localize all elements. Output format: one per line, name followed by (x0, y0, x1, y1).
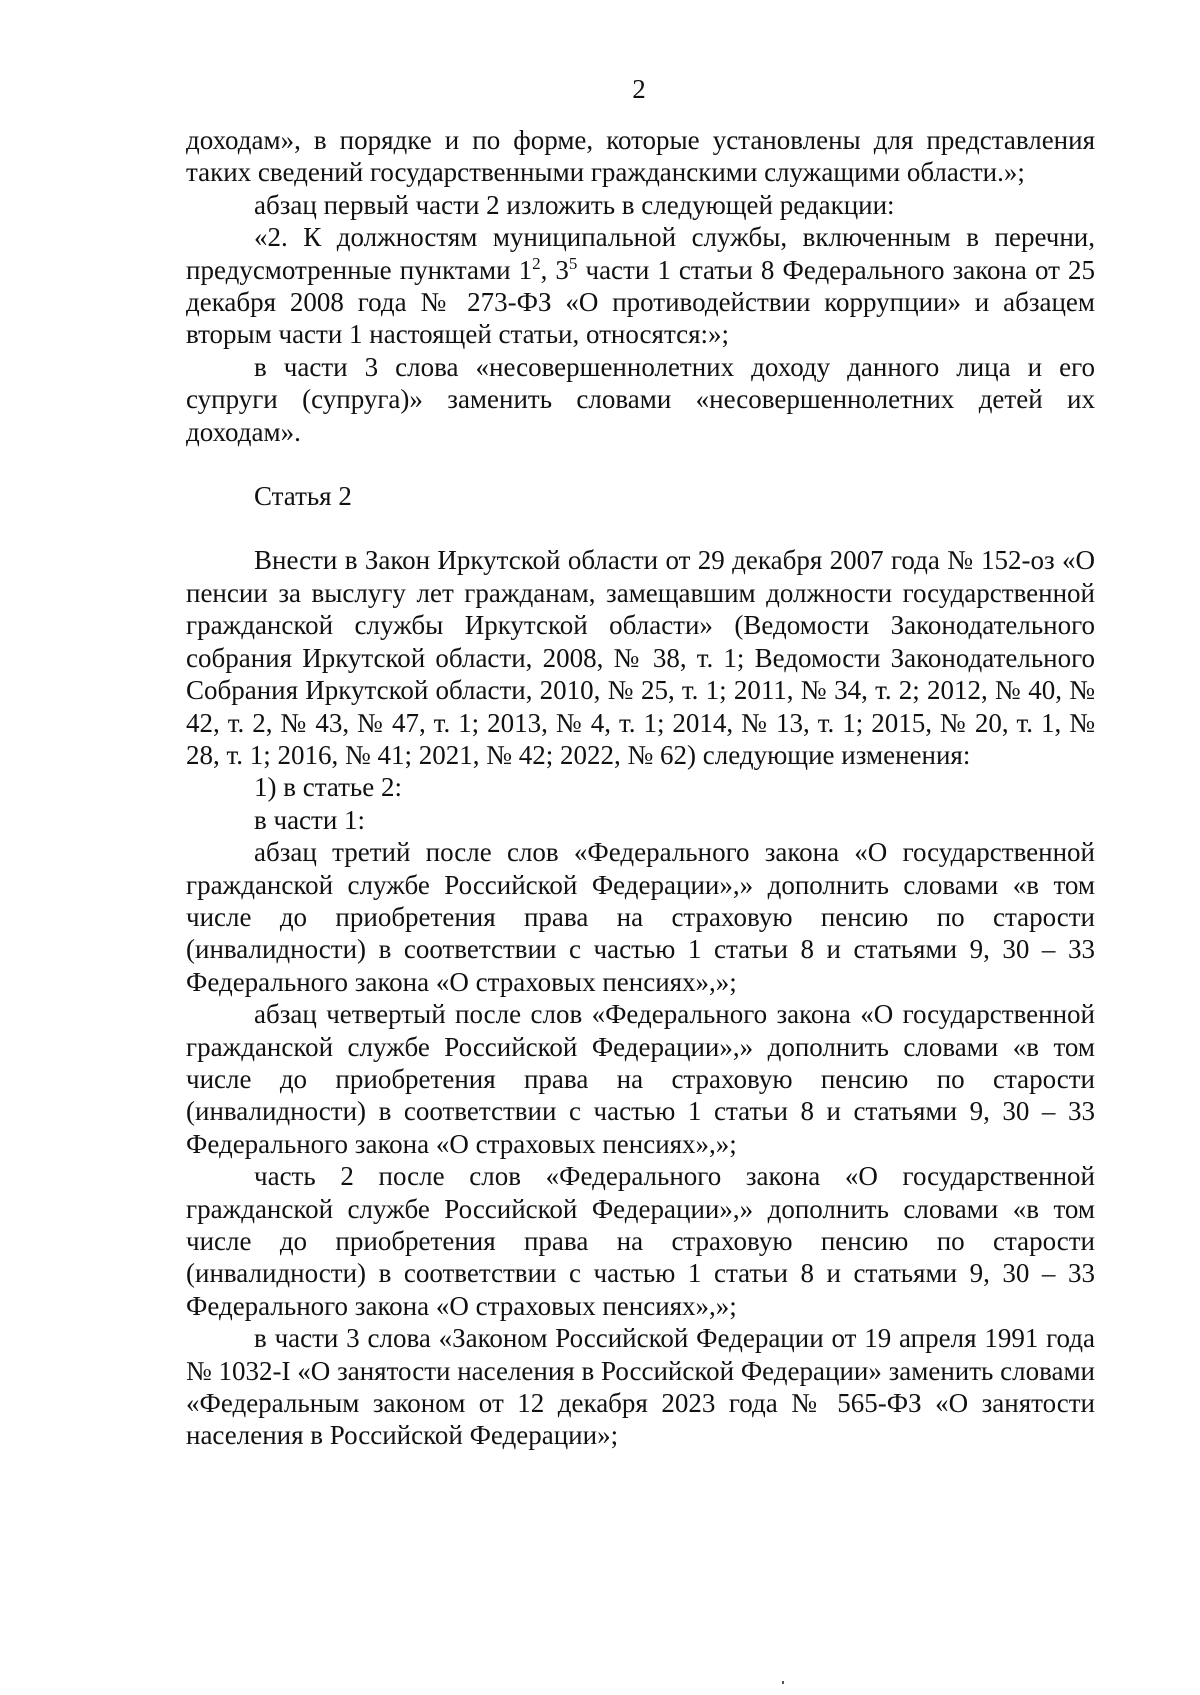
paragraph-third-abzac: абзац третий после слов «Федерального закона «О государственной гражданской службе Российской Федерации»,» дополнить словами «в том числе до приобретения права на страховую пенсию по старости (инвалидности) в соответствии с частью 1 статьи 8 и статьями 9, 30 – 33 Федерального закона «О страховых пенсиях»,»; (186, 837, 1095, 997)
paragraph-continuation: доходам», в порядке и по форме, которые установлены для представления таких сведений государственными гражданскими служащими области.»; (186, 125, 1095, 188)
paragraph-item-1: 1) в статье 2: (254, 772, 402, 803)
document-body (186, 124, 1095, 1452)
paragraph-amendment-part-3: в части 3 слова «несовершеннолетних доходу данного лица и его супруги (супруга)» заменить словами «несовершеннолетних детей их доходам». (186, 351, 1095, 447)
spacer (186, 512, 1095, 544)
spacer (186, 448, 1095, 480)
paragraph-amendment-part-2: абзац первый части 2 изложить в следующей редакции: (254, 189, 895, 220)
superscript-5: 5 (568, 253, 578, 273)
paragraph-fourth-abzac: абзац четвертый после слов «Федерального закона «О государственной гражданской службе Российской Федерации»,» дополнить словами «в том числе до приобретения права на страховую пенсию по старости (инвалидности) в соответствии с частью 1 статьи 8 и статьями 9, 30 – 33 Федерального закона «О страховых пенсиях»,»; (186, 999, 1095, 1159)
new-wording-text-b: , 3 (540, 254, 569, 285)
new-wording-text-c: части 1 статьи 8 Федерального закона от 25 декабря 2008 года № 273-ФЗ «О противодействии коррупции» и абзацем вторым части 1 настоящей статьи, относятся:»; (186, 254, 1095, 350)
paragraph-part-2: часть 2 после слов «Федерального закона «О государственной гражданской службе Российской Федерации»,» дополнить словами «в том числе до приобретения права на страховую пенсию по старости (инвалидности) в соответствии с частью 1 статьи 8 и статьями 9, 30 – 33 Федерального закона «О страховых пенсиях»,»; (186, 1161, 1095, 1321)
paragraph-new-wording-part-2 (186, 221, 1095, 351)
new-wording-text-a: «2. К должностям муниципальной службы, включенным в перечни, предусмотренные пунктами 1 (186, 222, 1095, 285)
paragraph-part-3-replacement: в части 3 слова «Законом Российской Федерации от 19 апреля 1991 года № 1032-I «О занятости населения в Российской Федерации» заменить словами «Федеральным законом от 12 декабря 2023 года № 565-ФЗ «О занятости населения в Российской Федерации»; (186, 1323, 1095, 1451)
superscript-2: 2 (532, 253, 541, 273)
scan-artifact (782, 1681, 784, 1684)
page-number: 2 (632, 74, 646, 104)
paragraph-part-1: в части 1: (254, 804, 366, 835)
paragraph-article-2-intro: Внести в Закон Иркутской области от 29 декабря 2007 года № 152-оз «О пенсии за выслугу лет гражданам, замещавшим должности государственной гражданской службы Иркутской области» (Ведомости Законодательного собрания Иркутской области, 2008, № 38, т. 1; Ведомости Законодательного Собрания Иркутской области, 2010, № 25, т. 1; 2011, № 34, т. 2; 2012, № 40, № 42, т. 2, № 43, № 47, т. 1; 2013, № 4, т. 1; 2014, № 13, т. 1; 2015, № 20, т. 1, № 28, т. 1; 2016, № 41; 2021, № 42; 2022, № 62) следующие изменения: (186, 545, 1095, 770)
article-heading: Статья 2 (254, 481, 352, 512)
